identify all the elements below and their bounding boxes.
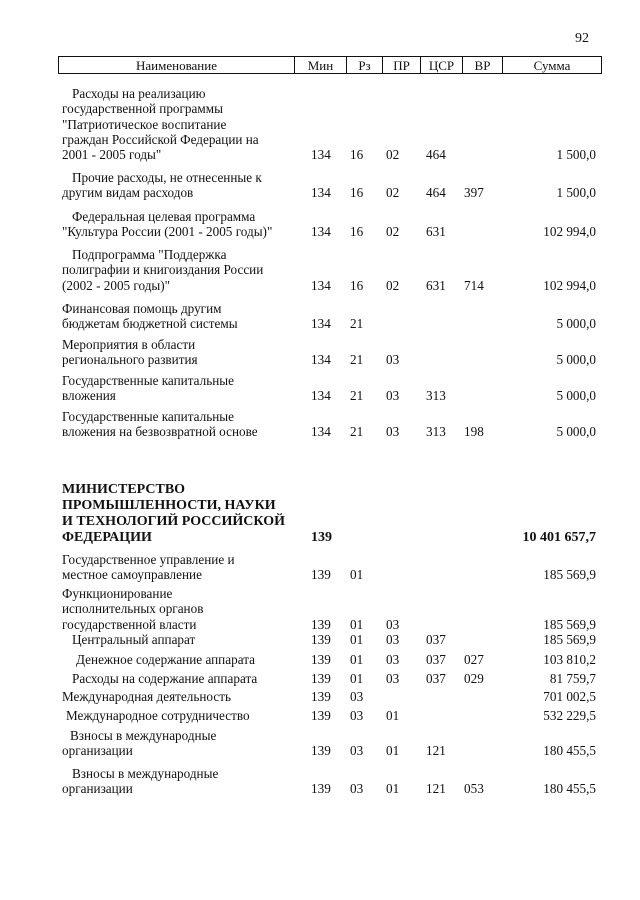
row-min: 134 bbox=[311, 185, 331, 201]
row-name: Международная деятельность bbox=[62, 689, 231, 704]
row-rz: 16 bbox=[350, 224, 364, 240]
row-sum: 185 569,9 bbox=[543, 632, 596, 647]
header-vr: ВР bbox=[463, 57, 503, 73]
row-sum: 103 810,2 bbox=[543, 652, 596, 667]
row-sum: 102 994,0 bbox=[543, 224, 596, 240]
row-min: 134 bbox=[311, 352, 331, 368]
row-pr: 01 bbox=[386, 743, 400, 759]
row-rz: 03 bbox=[350, 708, 364, 723]
table-row bbox=[0, 409, 640, 440]
row-name: МИНИСТЕРСТВО ПРОМЫШЛЕННОСТИ, НАУКИ И ТЕХНОЛОГИЙ РОССИЙСКОЙ ФЕДЕРАЦИИ bbox=[62, 482, 285, 545]
row-min: 134 bbox=[311, 277, 331, 293]
row-sum: 180 455,5 bbox=[543, 743, 596, 759]
row-csr: 464 bbox=[426, 185, 446, 201]
row-min: 134 bbox=[311, 147, 331, 163]
row-sum: 81 759,7 bbox=[549, 671, 596, 686]
row-rz: 21 bbox=[350, 316, 364, 332]
row-min: 139 bbox=[311, 708, 331, 723]
row-csr: 464 bbox=[426, 147, 446, 163]
row-name: Международное сотрудничество bbox=[66, 708, 250, 723]
row-vr: 714 bbox=[464, 277, 484, 293]
row-name: Мероприятия в области регионального развития bbox=[62, 337, 198, 368]
header-csr: ЦСР bbox=[421, 57, 463, 73]
table-row bbox=[0, 671, 640, 686]
row-min: 134 bbox=[311, 224, 331, 240]
row-name: Федеральная целевая программа "Культура России (2001 - 2005 годы)" bbox=[62, 209, 273, 240]
table-row bbox=[0, 209, 640, 240]
table-row bbox=[0, 301, 640, 332]
table-row bbox=[0, 708, 640, 723]
row-min: 139 bbox=[311, 567, 331, 583]
row-pr: 01 bbox=[386, 781, 400, 797]
table-row bbox=[0, 766, 640, 797]
header-pr: ПР bbox=[383, 57, 421, 73]
row-min: 134 bbox=[311, 388, 331, 404]
row-csr: 631 bbox=[426, 224, 446, 240]
row-vr: 397 bbox=[464, 185, 484, 201]
row-name: Функционирование исполнительных органов государственной власти bbox=[62, 586, 204, 632]
row-csr: 037 bbox=[426, 652, 446, 667]
row-pr: 03 bbox=[386, 352, 400, 368]
row-name: Центральный аппарат bbox=[72, 632, 196, 647]
table-row bbox=[0, 586, 640, 632]
row-name: Финансовая помощь другим бюджетам бюджетной системы bbox=[62, 301, 238, 332]
row-csr: 037 bbox=[426, 632, 446, 647]
table-row bbox=[0, 86, 640, 163]
row-sum: 5 000,0 bbox=[556, 316, 596, 332]
row-pr: 02 bbox=[386, 224, 400, 240]
table-header bbox=[58, 56, 602, 74]
header-sum: Сумма bbox=[533, 57, 571, 73]
row-rz: 21 bbox=[350, 388, 364, 404]
row-rz: 21 bbox=[350, 424, 364, 440]
header-name: Наименование bbox=[59, 57, 295, 73]
header-min: Мин bbox=[295, 57, 347, 73]
row-sum: 5 000,0 bbox=[556, 388, 596, 404]
row-sum: 10 401 657,7 bbox=[522, 530, 596, 545]
row-sum: 1 500,0 bbox=[556, 185, 596, 201]
row-min: 139 bbox=[311, 530, 332, 545]
row-rz: 01 bbox=[350, 652, 364, 667]
row-csr: 037 bbox=[426, 671, 446, 686]
table-row bbox=[0, 652, 640, 667]
row-name: Государственные капитальные вложения на безвозвратной основе bbox=[62, 409, 258, 440]
row-rz: 21 bbox=[350, 352, 364, 368]
row-sum: 185 569,9 bbox=[543, 616, 596, 632]
row-sum: 185 569,9 bbox=[543, 567, 596, 583]
row-csr: 121 bbox=[426, 781, 446, 797]
row-pr: 02 bbox=[386, 147, 400, 163]
table-row bbox=[0, 552, 640, 583]
row-rz: 03 bbox=[350, 781, 364, 797]
row-sum: 532 229,5 bbox=[543, 708, 596, 723]
row-rz: 16 bbox=[350, 147, 364, 163]
row-csr: 313 bbox=[426, 424, 446, 440]
row-name: Расходы на содержание аппарата bbox=[72, 671, 258, 686]
row-pr: 03 bbox=[386, 671, 400, 686]
row-min: 139 bbox=[311, 689, 331, 704]
row-min: 139 bbox=[311, 616, 331, 632]
table-row bbox=[0, 247, 640, 293]
row-rz: 01 bbox=[350, 632, 364, 647]
row-pr: 01 bbox=[386, 708, 400, 723]
row-csr: 121 bbox=[426, 743, 446, 759]
header-rz: Рз bbox=[347, 57, 383, 73]
table-row bbox=[0, 728, 640, 759]
row-name: Прочие расходы, не отнесенные к другим видам расходов bbox=[62, 170, 262, 201]
row-sum: 5 000,0 bbox=[556, 352, 596, 368]
row-name: Взносы в международные организации bbox=[62, 766, 219, 797]
row-min: 139 bbox=[311, 632, 331, 647]
row-csr: 631 bbox=[426, 277, 446, 293]
row-pr: 03 bbox=[386, 388, 400, 404]
table-row bbox=[0, 632, 640, 647]
row-name: Денежное содержание аппарата bbox=[76, 652, 255, 667]
row-name: Государственные капитальные вложения bbox=[62, 373, 234, 404]
row-sum: 5 000,0 bbox=[556, 424, 596, 440]
table-row bbox=[0, 689, 640, 704]
row-min: 139 bbox=[311, 743, 331, 759]
row-pr: 03 bbox=[386, 424, 400, 440]
row-min: 134 bbox=[311, 316, 331, 332]
table-row bbox=[0, 337, 640, 368]
row-rz: 01 bbox=[350, 671, 364, 686]
row-min: 139 bbox=[311, 652, 331, 667]
row-pr: 03 bbox=[386, 632, 400, 647]
row-csr: 313 bbox=[426, 388, 446, 404]
row-pr: 02 bbox=[386, 277, 400, 293]
table-row bbox=[0, 373, 640, 404]
row-rz: 03 bbox=[350, 689, 364, 704]
row-vr: 029 bbox=[464, 671, 484, 686]
row-rz: 03 bbox=[350, 743, 364, 759]
row-vr: 027 bbox=[464, 652, 484, 667]
row-rz: 01 bbox=[350, 616, 364, 632]
row-rz: 01 bbox=[350, 567, 364, 583]
table-row bbox=[0, 482, 640, 546]
row-pr: 02 bbox=[386, 185, 400, 201]
row-min: 134 bbox=[311, 424, 331, 440]
row-rz: 16 bbox=[350, 185, 364, 201]
row-sum: 701 002,5 bbox=[543, 689, 596, 704]
row-name: Расходы на реализацию государственной программы "Патриотическое воспитание граждан Российской Федерации на 2001 - 2005 годы" bbox=[62, 86, 259, 163]
row-name: Подпрограмма "Поддержка полиграфии и книгоиздания России (2002 - 2005 годы)" bbox=[62, 247, 264, 293]
row-pr: 03 bbox=[386, 652, 400, 667]
table-row bbox=[0, 170, 640, 201]
row-vr: 198 bbox=[464, 424, 484, 440]
row-vr: 053 bbox=[464, 781, 484, 797]
row-name: Взносы в международные организации bbox=[62, 728, 217, 759]
row-rz: 16 bbox=[350, 277, 364, 293]
row-pr: 03 bbox=[386, 616, 400, 632]
row-name: Государственное управление и местное самоуправление bbox=[62, 552, 235, 583]
row-sum: 180 455,5 bbox=[543, 781, 596, 797]
row-sum: 102 994,0 bbox=[543, 277, 596, 293]
row-min: 139 bbox=[311, 781, 331, 797]
page-number: 92 bbox=[575, 31, 589, 46]
row-min: 139 bbox=[311, 671, 331, 686]
row-sum: 1 500,0 bbox=[556, 147, 596, 163]
